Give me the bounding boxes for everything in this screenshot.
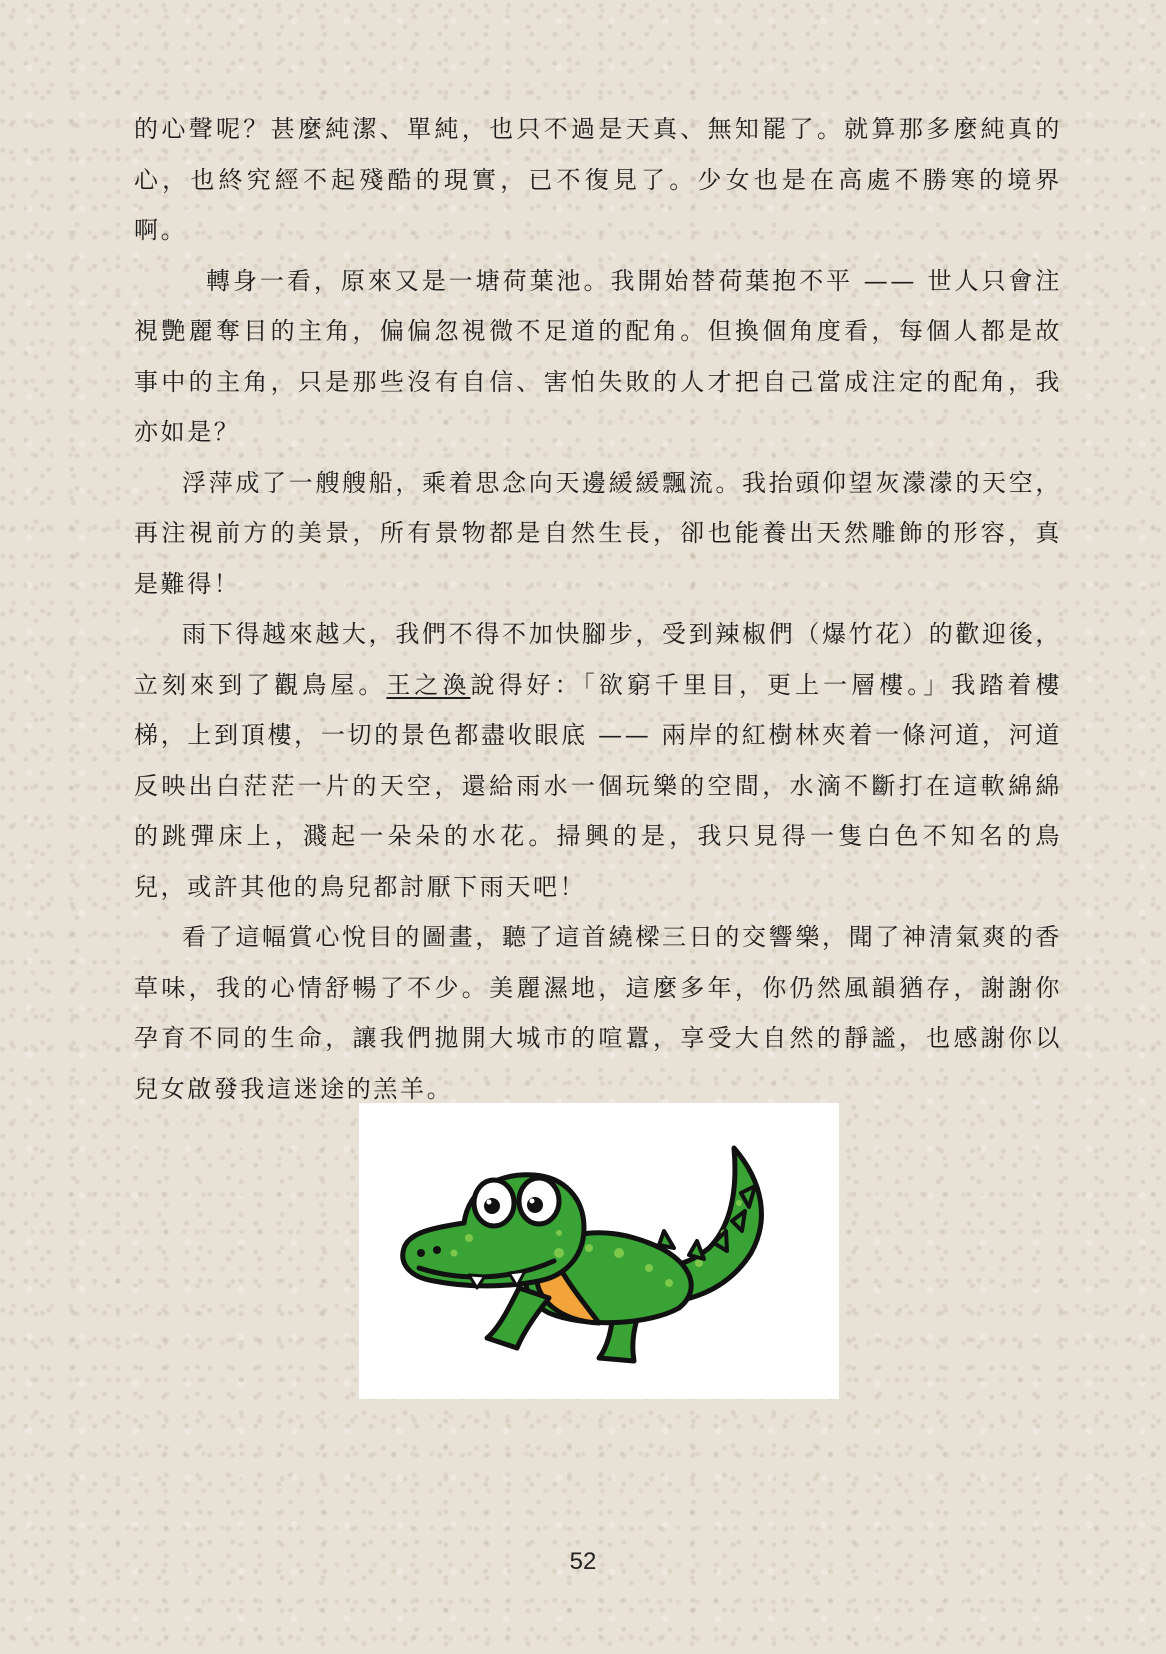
paragraph: 浮萍成了一艘艘船，乘着思念向天邊緩緩飄流。我抬頭仰望灰濛濛的天空，再注視前方的美景，所有景物都是自然生長，卻也能養出天然雕飾的形容，真是難得！ xyxy=(134,468,1062,598)
paragraph-text: 雨下得越來越大，我們不得不加快腳步，受到辣椒們（爆竹花）的歡迎後，立刻來到了觀鳥屋。 xyxy=(134,620,1062,699)
paragraph: 看了這幅賞心悅目的圖畫，聽了這首繞樑三日的交響樂，聞了神清氣爽的香草味，我的心情舒暢了不少。美麗濕地，這麼多年，你仍然風韻猶存，謝謝你孕育不同的生命，讓我們拋開大城市的喧囂，享受大自然的靜謐，也感謝你以兒女啟發我這迷途的羔羊。 xyxy=(134,923,1062,1103)
paragraph: 轉身一看，原來又是一塘荷葉池。我開始替荷葉抱不平 —— 世人只會注視艷麗奪目的主角，偏偏忽視微不足道的配角。但換個角度看，每個人都是故事中的主角，只是那些沒有自信、害怕失敗的人才把自己當成注定的配角，我亦如是？ xyxy=(134,266,1062,446)
page-number: 52 xyxy=(569,1548,597,1575)
person-name: 王之渙 xyxy=(386,670,471,699)
crocodile-icon xyxy=(359,1103,839,1399)
paragraph-text: 說得好：「欲窮千里目，更上一層樓。」我踏着樓梯，上到頂樓，一切的景色都盡收眼底 —— 兩岸的紅樹林夾着一條河道，河道反映出白茫茫一片的天空，還給雨水一個玩樂的空間，水滴不斷打在這軟綿綿的跳彈床上，濺起一朵朵的水花。掃興的是，我只見得一隻白色不知名的鳥兒，或許其他的鳥兒都討厭下雨天吧！ xyxy=(134,670,1063,901)
paragraph xyxy=(134,609,1062,912)
article-body xyxy=(134,104,1062,1114)
paragraph: 的心聲呢？甚麼純潔、單純，也只不過是天真、無知罷了。就算那多麼純真的心，也終究經不起殘酷的現實，已不復見了。少女也是在高處不勝寒的境界啊。 xyxy=(134,115,1062,244)
crocodile-illustration xyxy=(359,1103,839,1399)
